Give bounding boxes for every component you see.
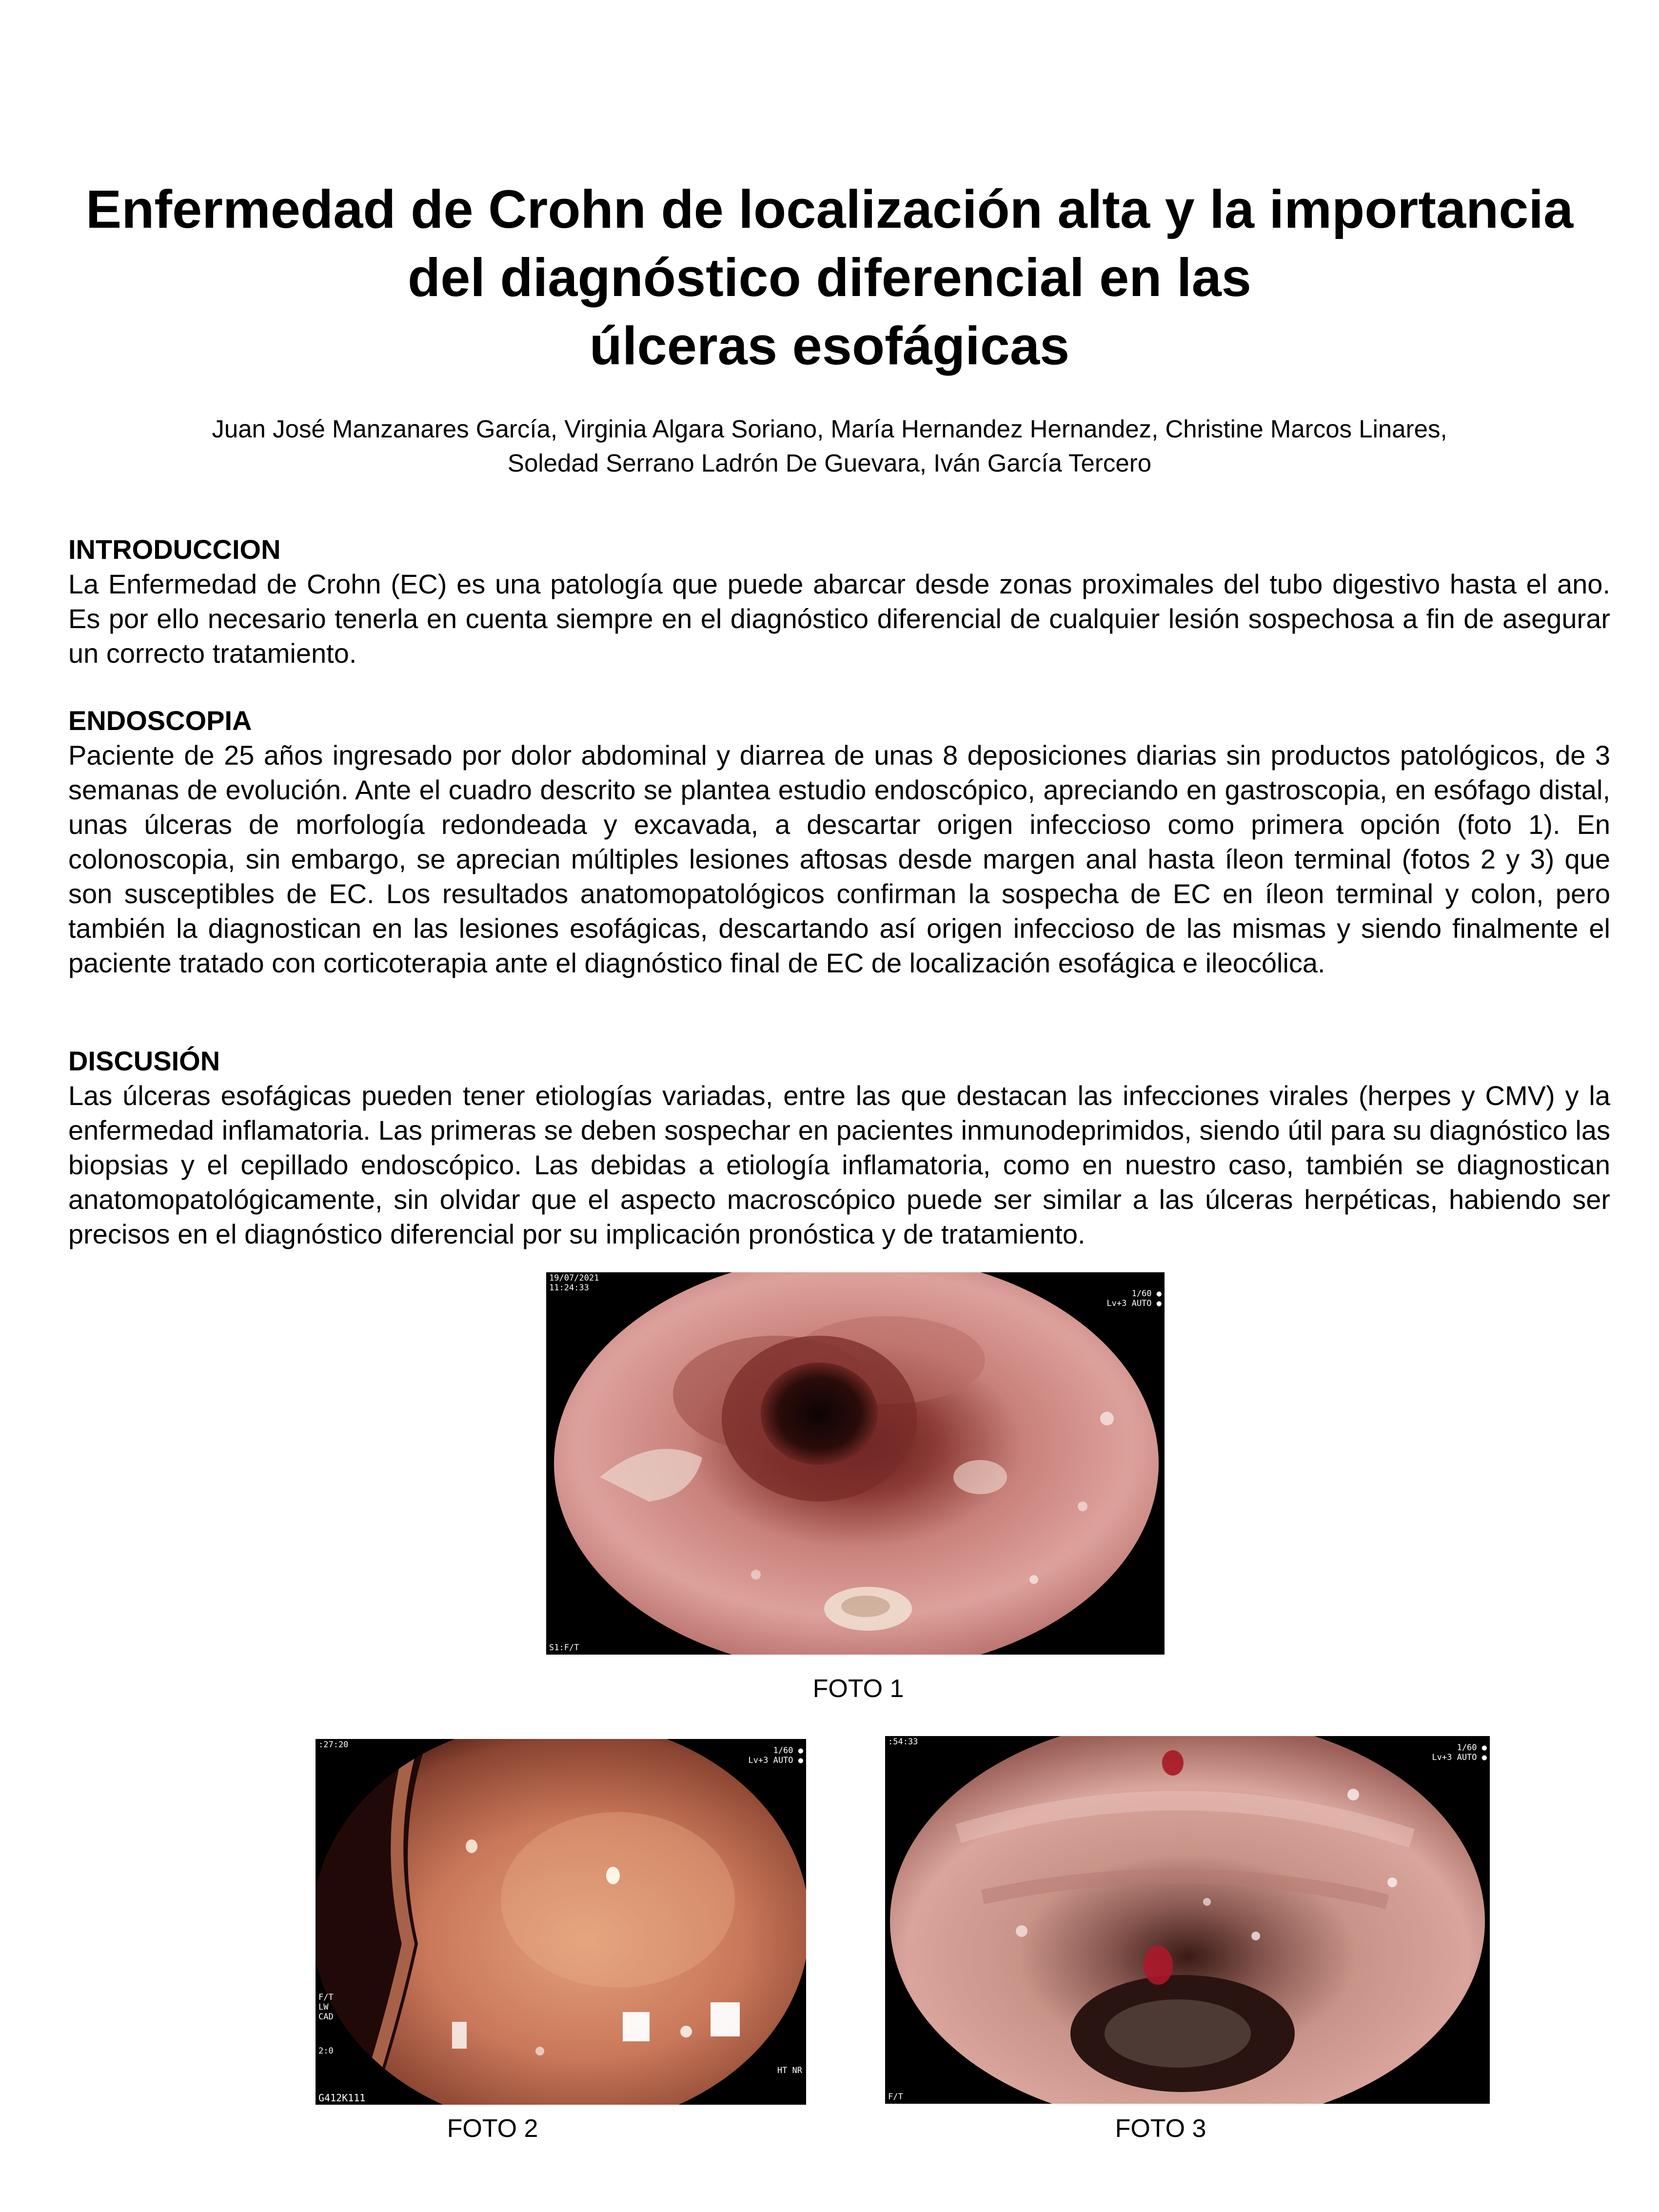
photo-2-settings: 1/60 ● Lv+3 AUTO ●: [748, 1746, 803, 1765]
photo-1-settings: 1/60 ● Lv+3 AUTO ●: [1106, 1289, 1162, 1308]
photo-1-mode: S1:F/T: [549, 1643, 579, 1653]
caption-foto-1: FOTO 1: [812, 1675, 904, 1703]
section-heading-endoscopia: ENDOSCOPIA: [68, 705, 252, 736]
section-text-introduccion: La Enfermedad de Crohn (EC) es una patología que puede abarcar desde zonas proximales del tubo digestivo hasta el ano. Es por ello necesario tenerla en cuenta siempre en el diagnóstico diferencial de cualquier lesión sospechosa a fin de asegurar un correcto tratamiento.: [68, 569, 1610, 669]
authors-line-1: Juan José Manzanares García, Virginia Algara Soriano, María Hernandez Hernandez, Christine Marcos Linares,: [212, 415, 1447, 443]
section-heading-discusion: DISCUSIÓN: [68, 1046, 220, 1076]
section-endoscopia: [68, 703, 1610, 980]
section-discusion: [68, 1044, 1610, 1251]
photo-1-timestamp: 19/07/2021 11:24:33: [549, 1273, 599, 1293]
section-heading-introduccion: INTRODUCCION: [68, 534, 281, 565]
photo-3-timestamp: :54:33: [888, 1737, 918, 1747]
photo-2-serial: G412K111: [318, 2092, 366, 2104]
photo-2-level: 2:0: [318, 2046, 334, 2056]
caption-foto-3: FOTO 3: [1115, 2114, 1206, 2143]
photo-2-timestamp: :27:20: [318, 1740, 349, 1750]
endoscopy-photo-3: [885, 1736, 1490, 2104]
poster-title: [73, 176, 1586, 380]
title-line-2: del diagnóstico diferencial en las: [408, 248, 1251, 308]
endoscopy-image-2: [316, 1739, 806, 2105]
endoscopy-photo-1: [546, 1272, 1165, 1655]
photo-3-mode: F/T: [888, 2092, 903, 2102]
section-introduccion: [68, 532, 1610, 671]
authors: [73, 412, 1586, 480]
authors-line-2: Soledad Serrano Ladrón De Guevara, Iván García Tercero: [507, 449, 1152, 477]
endoscopy-image-3: [885, 1736, 1490, 2104]
endoscopy-photo-2: [316, 1739, 806, 2105]
photo-3-settings: 1/60 ● Lv+3 AUTO ●: [1432, 1743, 1487, 1762]
photo-2-mode: F/T LW CAD: [318, 1993, 334, 2022]
title-line-1: Enfermedad de Crohn de localización alta y la importancia: [85, 179, 1574, 239]
caption-foto-2: FOTO 2: [447, 2114, 538, 2143]
title-line-3: úlceras esofágicas: [589, 316, 1070, 376]
section-text-discusion: Las úlceras esofágicas pueden tener etiologías variadas, entre las que destacan las infecciones virales (herpes y CMV) y la enfermedad inflamatoria. Las primeras se deben sospechar en pacientes inmunodeprimidos, siendo útil para su diagnóstico las biopsias y el cepillado endoscópico. Las debidas a etiología inflamatoria, como en nuestro caso, también se diagnostican anatomopatológicamente, sin olvidar que el aspecto macroscópico puede ser similar a las úlceras herpéticas, habiendo ser precisos en el diagnóstico diferencial por su implicación pronóstica y de tratamiento.: [68, 1080, 1610, 1249]
photo-2-status: HT NR: [777, 2066, 802, 2075]
section-text-endoscopia: Paciente de 25 años ingresado por dolor abdominal y diarrea de unas 8 deposiciones diarias sin productos patológicos, de 3 semanas de evolución. Ante el cuadro descrito se plantea estudio endoscópico, apreciando en gastroscopia, en esófago distal, unas úlceras de morfología redondeada y excavada, a descartar origen infeccioso como primera opción (foto 1). En colonoscopia, sin embargo, se aprecian múltiples lesiones aftosas desde margen anal hasta íleon terminal (fotos 2 y 3) que son susceptibles de EC. Los resultados anatomopatológicos confirman la sospecha de EC en íleon terminal y colon, pero también la diagnostican en las lesiones esofágicas, descartando así origen infeccioso de las mismas y siendo finalmente el paciente tratado con corticoterapia ante el diagnóstico final de EC de localización esofágica e ileocólica.: [68, 740, 1610, 978]
endoscopy-image-1: [546, 1272, 1165, 1655]
